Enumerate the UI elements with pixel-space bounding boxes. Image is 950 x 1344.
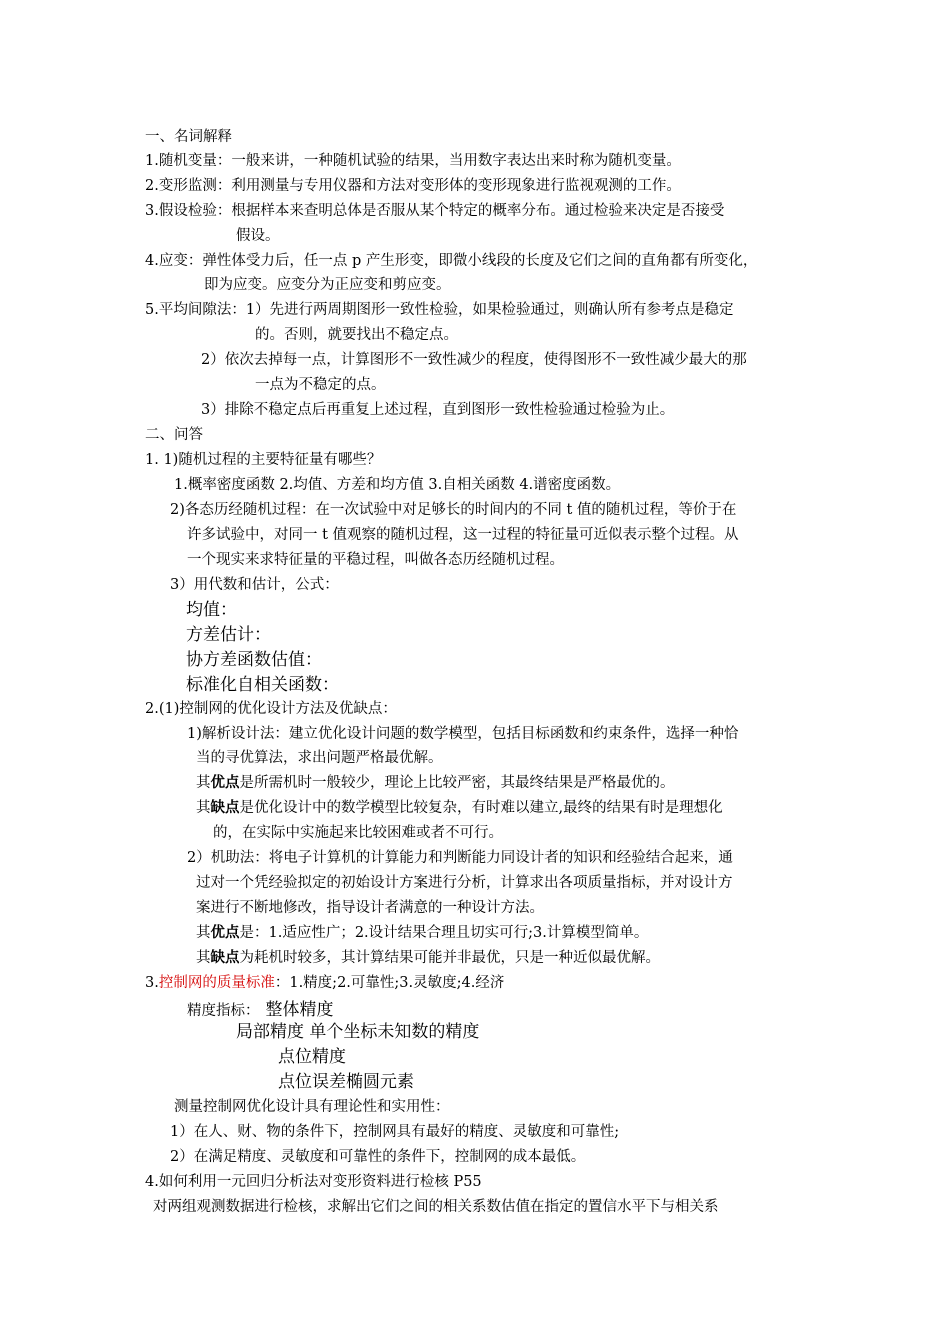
formula-autocorrelation: 标准化自相关函数： — [186, 675, 339, 695]
q2-computer-aided-line-3: 案进行不断地修改，指导设计者满意的一种设计方法。 — [196, 900, 544, 916]
q3-title: 3.控制网的质量标准：1.精度;2.可靠性;3.灵敏度;4.经济 — [145, 975, 505, 991]
term-deformation-monitoring: 2.变形监测：利用测量与专用仪器和方法对变形体的变形现象进行监视观测的工作。 — [145, 178, 681, 194]
q3-precision-row: 精度指标： 整体精度 — [187, 1000, 334, 1020]
q3-red-label: 控制网的质量标准 — [158, 975, 275, 991]
q2-computer-aided-line-1: 2）机助法：将电子计算机的计算能力和判断能力同设计者的知识和经验结合起来，通 — [187, 850, 733, 866]
q2-analytic-line-2: 当的寻优算法，求出问题严格最优解。 — [196, 750, 443, 766]
term-mean-gap-step-3: 3）排除不稳定点后再重复上述过程，直到图形一致性检验通过检验为止。 — [201, 402, 675, 418]
term-random-variable: 1.随机变量：一般来讲，一种随机试验的结果，当用数字表达出来时称为随机变量。 — [145, 153, 681, 169]
term-strain-cont: 即为应变。应变分为正应变和剪应变。 — [204, 277, 451, 293]
formula-covariance: 协方差函数估值： — [186, 650, 322, 670]
term-mean-gap-step-2: 2）依次去掉每一点，计算图形不一致性减少的程度，使得图形不一致性减少最大的那 — [201, 352, 747, 368]
q1-estimate-line: 3）用代数和估计，公式： — [170, 577, 339, 593]
q1-ergodic-line-1: 2)各态历经随机过程：在一次试验中对足够长的时间内的不同 t 值的随机过程，等价于在 — [170, 502, 737, 518]
term-mean-gap-cont-1: 的。否则，就要找出不稳定点。 — [255, 327, 458, 343]
q2-title: 2.(1)控制网的优化设计方法及优缺点： — [145, 701, 397, 717]
q3-optimization-1: 1）在人、财、物的条件下，控制网具有最好的精度、灵敏度和可靠性; — [170, 1124, 620, 1140]
q3-precision-ellipse: 点位误差椭圆元素 — [278, 1072, 414, 1092]
term-strain: 4.应变：弹性体受力后，任一点 p 产生形变，即微小线段的长度及它们之间的直角都有所变化， — [145, 253, 758, 269]
section-heading-terms: 一、名词解释 — [145, 129, 232, 145]
term-mean-gap-method: 5.平均间隙法：1）先进行两周期图形一致性检验，如果检验通过，则确认所有参考点是稳定 — [145, 302, 734, 318]
term-mean-gap-step-2-cont: 一点为不稳定的点。 — [255, 377, 386, 393]
q1-ergodic-line-2: 许多试验中，对同一 t 值观察的随机过程，这一过程的特征量可近似表示整个过程。从 — [187, 527, 739, 543]
q3-precision-point: 点位精度 — [278, 1047, 346, 1067]
q1-ergodic-line-3: 一个现实来求特征量的平稳过程，叫做各态历经随机过程。 — [187, 552, 564, 568]
q3-precision-local: 局部精度 单个坐标未知数的精度 — [236, 1022, 480, 1042]
term-hypothesis-test-cont: 假设。 — [236, 228, 280, 244]
q2-advantage-1: 其优点是所需机时一般较少，理论上比较严密，其最终结果是严格最优的。 — [196, 774, 675, 791]
q1-title: 1. 1)随机过程的主要特征量有哪些？ — [145, 452, 382, 468]
section-heading-qa: 二、问答 — [145, 427, 203, 443]
q2-disadvantage-1: 其缺点是优化设计中的数学模型比较复杂，有时难以建立,最终的结果有时是理想化 — [196, 799, 723, 816]
q1-answer-1: 1.概率密度函数 2.均值、方差和均方值 3.自相关函数 4.谱密度函数。 — [174, 477, 621, 493]
q2-disadvantage-1-cont: 的，在实际中实施起来比较困难或者不可行。 — [213, 825, 503, 841]
term-hypothesis-test: 3.假设检验：根据样本来查明总体是否服从某个特定的概率分布。通过检验来决定是否接受 — [145, 203, 725, 219]
formula-mean: 均值： — [186, 600, 237, 620]
q2-computer-aided-line-2: 过对一个凭经验拟定的初始设计方案进行分析，计算求出各项质量指标，并对设计方 — [196, 875, 733, 891]
q3-optimization-2: 2）在满足精度、灵敏度和可靠性的条件下，控制网的成本最低。 — [170, 1149, 586, 1165]
q4-answer-line-1: 对两组观测数据进行检核，求解出它们之间的相关系数估值在指定的置信水平下与相关系 — [153, 1199, 719, 1215]
q3-optimization-intro: 测量控制网优化设计具有理论性和实用性： — [174, 1099, 450, 1115]
q4-title: 4.如何利用一元回归分析法对变形资料进行检核 P55 — [145, 1174, 482, 1190]
formula-variance: 方差估计： — [186, 625, 271, 645]
q2-advantage-2: 其优点是：1.适应性广；2.设计结果合理且切实可行;3.计算模型简单。 — [196, 924, 649, 941]
q2-disadvantage-2: 其缺点为耗机时较多，其计算结果可能并非最优，只是一种近似最优解。 — [196, 949, 660, 966]
q2-analytic-line-1: 1)解析设计法：建立优化设计问题的数学模型，包括目标函数和约束条件，选择一种恰 — [187, 726, 739, 742]
